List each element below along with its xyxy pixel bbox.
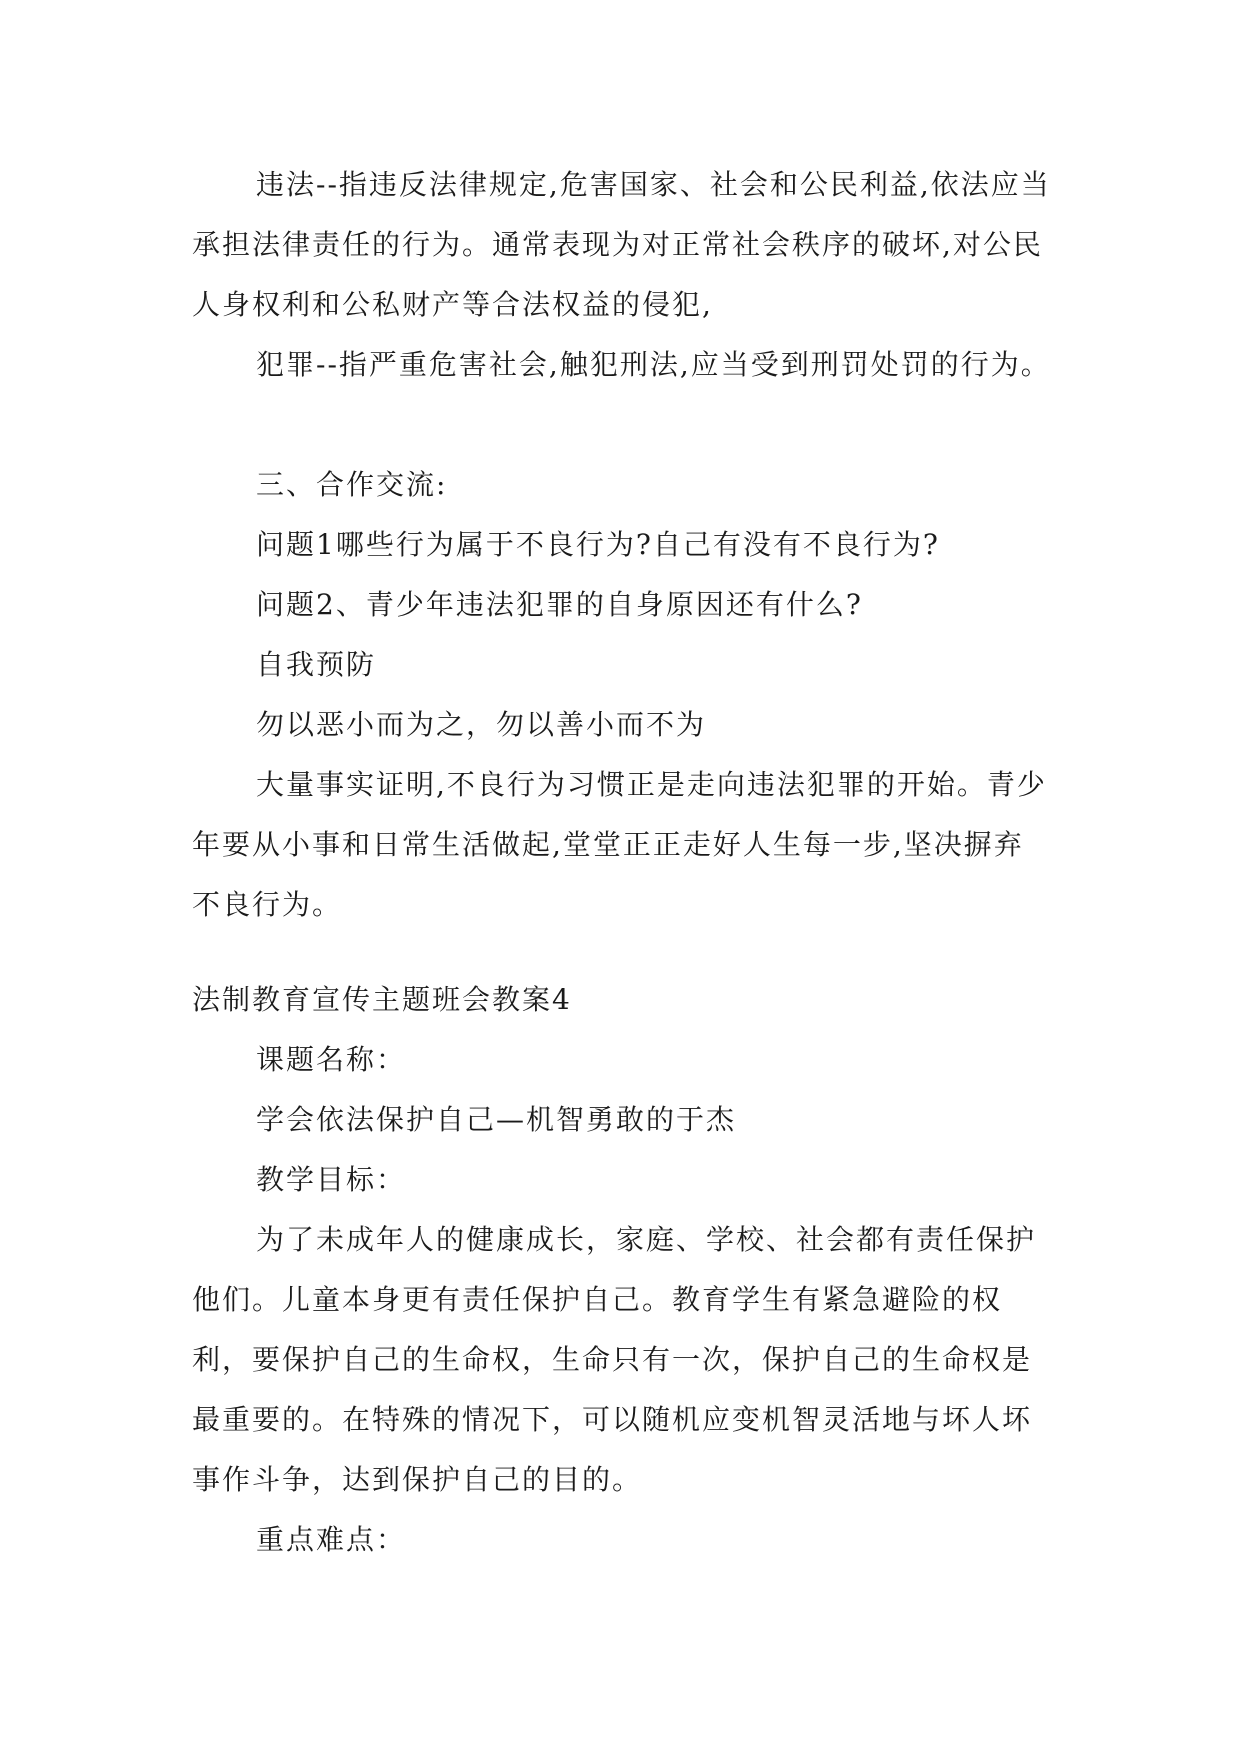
paragraph-cooperation-heading: 三、合作交流: [256, 468, 448, 501]
section-title: 法制教育宣传主题班会教案4 [192, 983, 572, 1016]
paragraph-objectives-label: 教学目标： [256, 1163, 407, 1196]
paragraph-topic-name: 学会依法保护自己—机智勇敢的于杰 [256, 1103, 737, 1136]
paragraph-question-1: 问题1哪些行为属于不良行为?自己有没有不良行为? [256, 528, 940, 561]
paragraph-key-points-label: 重点难点： [256, 1523, 407, 1556]
paragraph-question-2: 问题2、青少年违法犯罪的自身原因还有什么? [256, 588, 863, 621]
paragraph-topic-label: 课题名称： [256, 1043, 407, 1076]
paragraph-facts: 大量事实证明,不良行为习惯正是走向违法犯罪的开始。青少年要从小事和日常生活做起,堂堂正正走好人生每一步,坚决摒弃不良行为。 [192, 768, 1047, 921]
paragraph-proverb: 勿以恶小而为之，勿以善小而不为 [256, 708, 707, 741]
paragraph-illegal-definition: 违法--指违反法律规定,危害国家、社会和公民利益,依法应当承担法律责任的行为。通常表现为对正常社会秩序的破坏,对公民人身权利和公私财产等合法权益的侵犯, [192, 168, 1051, 321]
paragraph-objectives-body: 为了未成年人的健康成长，家庭、学校、社会都有责任保护他们。儿童本身更有责任保护自己。教育学生有紧急避险的权利，要保护自己的生命权，生命只有一次，保护自己的生命权是最重要的。在特殊的情况下，可以随机应变机智灵活地与坏人坏事作斗争，达到保护自己的目的。 [192, 1223, 1037, 1496]
paragraph-self-prevention: 自我预防 [256, 648, 377, 681]
paragraph-crime-definition: 犯罪--指严重危害社会,触犯刑法,应当受到刑罚处罚的行为。 [256, 348, 1051, 381]
